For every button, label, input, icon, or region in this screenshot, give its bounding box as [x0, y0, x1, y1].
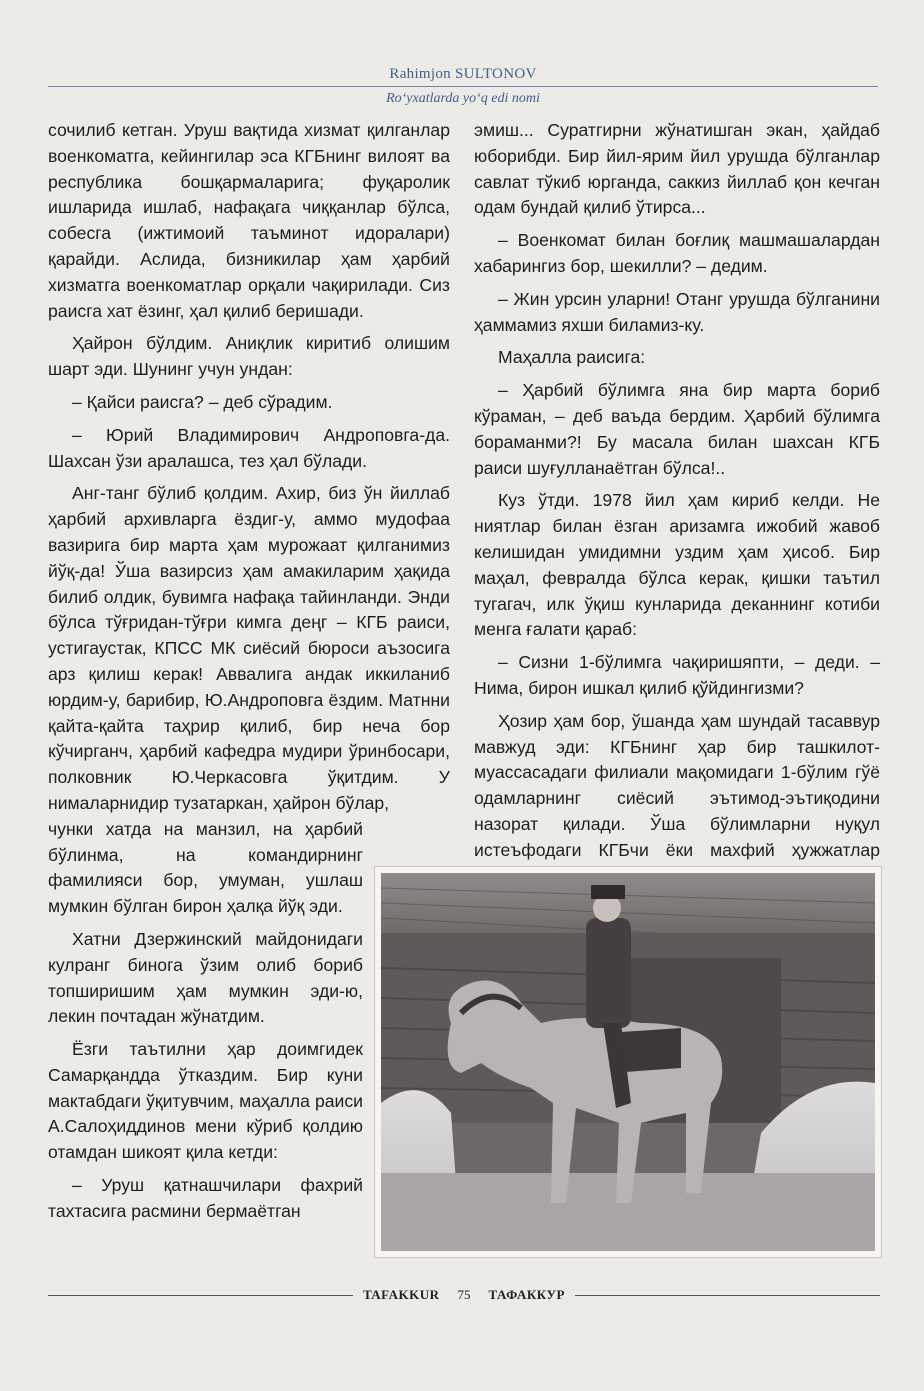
- paragraph: Куз ўтди. 1978 йил ҳам кириб келди. Не ниятлар билан ёзган аризамга ижобий жавоб келишидан умидимни уздим ҳам ҳисоб. Бир маҳал, февралда бўлса керак, қишки таътил тугагач, илк ўқиш кунларида деканнинг котиби менга ғалати қараб:: [474, 490, 880, 640]
- footer-magazine-cyrillic: ТАФАККУР: [488, 1287, 565, 1302]
- header-author: Rahimjon SULTONOV: [389, 66, 537, 82]
- footer-rule-right: [575, 1295, 880, 1296]
- paragraph: – Сизни 1-бўлимга чақиришяпти, – деди. – Нима, бирон ишкал қилиб қўйдингизми?: [474, 652, 880, 698]
- paragraph: Анг-танг бўлиб қолдим. Ахир, биз ўн йиллаб ҳарбий архивларга ёздиг-у, аммо мудофаа вазирига бир марта ҳам мурожаат қилганимиз йўқ-да! Ўша вазирсиз ҳам амакиларим ҳақида билиб олдик, бувимга нафақа тайинланди. Энди бўлса тўғридан-тўғри кимга деңг – КГБ раиси, устигаустак, КПСС МК сиёсий бюроси аъзосига арз қилиш керак! Аввалига андак иккиланиб юрдим-у, барибир, Ю.Андроповга ёздим. Матнни қайта-қайта таҳрир қилиб, бир неча бор кўчирганч, ҳарбий кафедра мудири ўринбосари, полковник Ю.Черкасовга ўқитдим. У нималарнидир тузатаркан, ҳайрон бўлар,: [48, 483, 450, 813]
- paragraph: – Уруш қатнашчилари фахрий тахтасига расмини бермаётган: [48, 1175, 363, 1221]
- page-footer: [48, 1285, 880, 1305]
- paragraph: сочилиб кетган. Уруш вақтида хизмат қилганлар военкоматга, кейингилар эса КГБнинг вилоят ва республика бошқармаларига; фуқаролик ишларида ишлаб, нафақага чиққанлар бўлса, собесга (ижтимоий таъминот идоралари) қарайди. Аслида, бизникилар ҳам ҳарбий хизматга военкоматлар орқали чақирилади. Сиз раисга хат ёзинг, ҳал қилиб беришади.: [48, 120, 450, 321]
- photo-soldier-on-horse: [374, 866, 882, 1258]
- page-number: 75: [457, 1287, 471, 1302]
- header-subtitle: Ro‘yxatlarda yo‘q edi nomi: [386, 91, 540, 106]
- paragraph: – Юрий Владимирович Андроповга-да. Шахсан ўзи аралашса, тез ҳал бўлади.: [48, 424, 450, 471]
- paragraph: Хатни Дзержинский майдонидаги кулранг бинога ўзим олиб бориб топширишим ҳам мумкин эди-ю, лекин почтадан жўнатдим.: [48, 928, 363, 1027]
- paragraph: чунки хатда на манзил, на ҳарбий бўлинма, на командирнинг фамилияси бор, умуман, ушлаш мумкин бўлган бирон ҳалқа йўқ эди.: [48, 818, 363, 917]
- right-column: [474, 118, 880, 896]
- running-header: [48, 66, 878, 107]
- footer-magazine-latin: TAFAKKUR: [363, 1287, 440, 1302]
- paragraph: – Жин урсин уларни! Отанг урушда бўлганини ҳаммамиз яхши биламиз-ку.: [474, 288, 880, 335]
- paragraph: Маҳалла раисига:: [498, 347, 646, 368]
- paragraph: – Қайси раисга? – деб сўрадим.: [72, 391, 333, 412]
- paragraph: Ёзги таътилни ҳар доимгидек Самарқандда ўтказдим. Бир куни мактабдаги ўқитувчим, маҳалла раиси А.Салоҳиддинов мени кўриб қолдию отамдан шикоят қила кетди:: [48, 1039, 363, 1163]
- header-rule: [48, 86, 878, 87]
- footer-rule-left: [48, 1295, 353, 1296]
- paragraph: Ҳозир ҳам бор, ўшанда ҳам шундай тасаввур мавжуд эди: КГБнинг ҳар бир ташкилот-муассасадаги филиали мақомидаги 1-бўлим гўё одамларнинг сиёсий эътимод-эътиқодини назорат қилади. Ўша бўлимларни нуқул истеъфодаги КГБчи ёки махфий ҳужжатлар: [474, 710, 880, 860]
- paragraph: эмиш... Суратгирни жўнатишган экан, ҳайдаб юборибди. Бир йил-ярим йил урушда бўлганлар савлат тўкиб юрганда, саккиз йиллаб қон кечган одам бундай қилиб ўтирса...: [474, 120, 880, 218]
- photo-illustration: [381, 873, 875, 1251]
- paragraph: Ҳайрон бўлдим. Аниқлик киритиб олишим шарт эди. Шунинг учун ундан:: [48, 333, 450, 380]
- paragraph: – Военкомат билан боғлиқ машмашалардан хабарингиз бор, шекилли? – дедим.: [474, 230, 880, 276]
- paragraph: – Ҳарбий бўлимга яна бир марта бориб кўраман, – деб ваъда бердим. Ҳарбий бўлимга бораманми?! Бу масала билан шахсан КГБ раиси шуғулланаётган бўлса!..: [474, 380, 880, 478]
